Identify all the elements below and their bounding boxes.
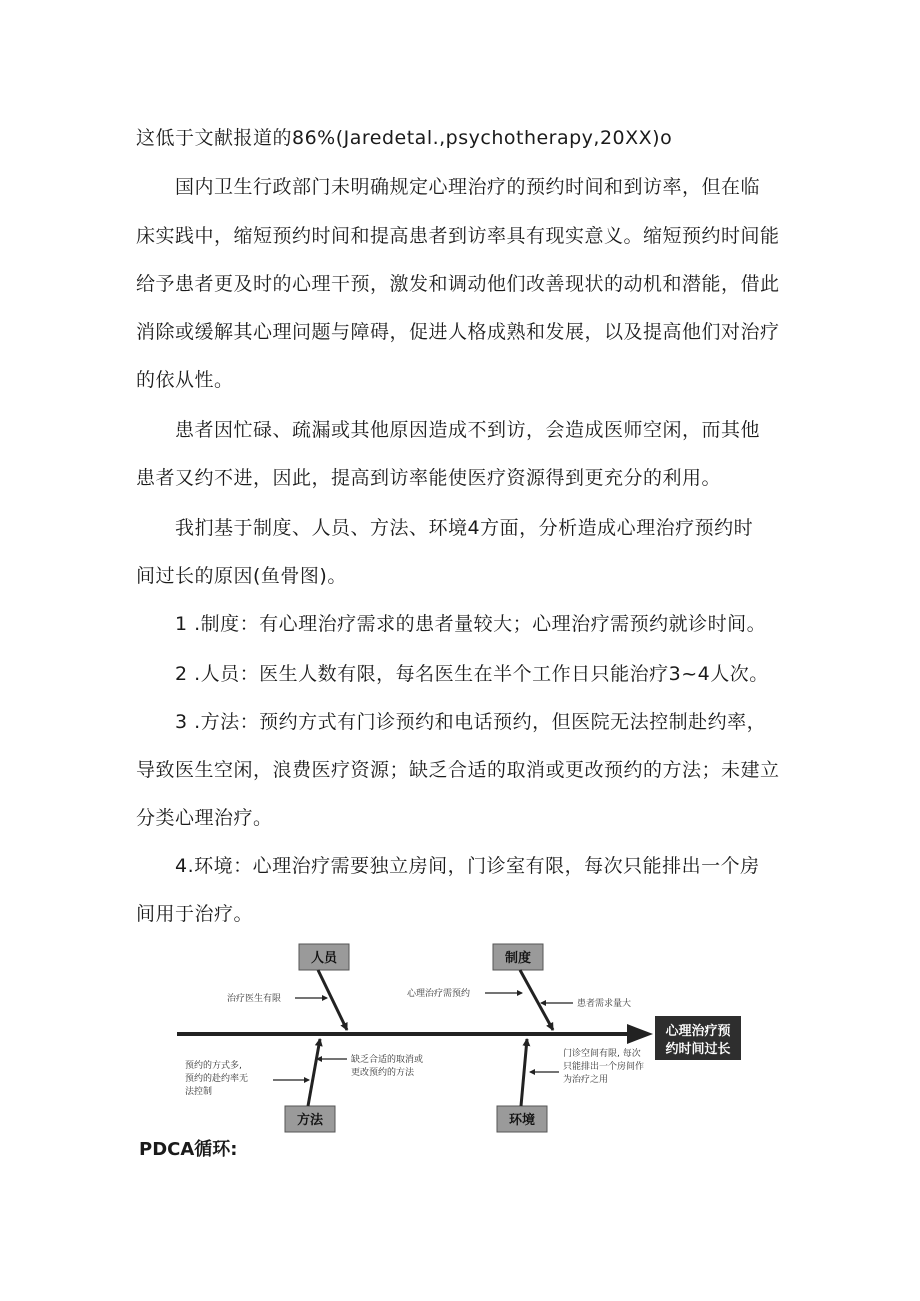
paragraph-line: 间用于治疗。 bbox=[136, 903, 254, 925]
paragraph-line: 床实践中，缩短预约时间和提高患者到访率具有现实意义。缩短预约时间能 bbox=[136, 225, 780, 247]
bone-method bbox=[308, 1039, 320, 1106]
cause-method-2-line1: 缺乏合适的取消或 bbox=[351, 1055, 424, 1065]
cause-system-1: 心理治疗需预约 bbox=[407, 989, 471, 999]
paragraph-line: 给予患者更及时的心理干预，激发和调动他们改善现状的动机和潜能，借此 bbox=[136, 273, 780, 295]
category-label-environment: 环境 bbox=[508, 1113, 536, 1128]
paragraph-line: 患者又约不进，因此，提高到访率能使医疗资源得到更充分的利用。 bbox=[136, 467, 722, 489]
fishbone-head-line2: 约时间过长 bbox=[665, 1042, 731, 1057]
cause-method-1-line3: 法控制 bbox=[185, 1087, 213, 1097]
cause-env-1-line1: 门诊空间有限, 每次 bbox=[563, 1049, 641, 1059]
paragraph-line: 分类心理治疗。 bbox=[136, 807, 273, 829]
paragraph-line: 患者因忙碌、疏漏或其他原因造成不到访，会造成医师空闲，而其他 bbox=[175, 419, 761, 441]
section-heading: PDCA循环: bbox=[139, 1139, 238, 1160]
category-label-system: 制度 bbox=[504, 951, 532, 966]
cause-personnel-1: 治疗医生有限 bbox=[227, 994, 282, 1004]
paragraph-line: 国内卫生行政部门未明确规定心理治疗的预约时间和到访率，但在临 bbox=[175, 176, 761, 198]
cause-env-1-line2: 只能排出一个房间作 bbox=[563, 1062, 645, 1072]
cause-method-1-line2: 预约的赴约率无 bbox=[185, 1074, 249, 1084]
paragraph-line: 3 .方法：预约方式有门诊预约和电话预约，但医院无法控制赴约率， bbox=[175, 711, 767, 733]
spine-arrow-head bbox=[627, 1024, 653, 1044]
category-label-personnel: 人员 bbox=[310, 951, 338, 966]
fishbone-diagram bbox=[175, 938, 765, 1136]
paragraph-line: 的依从性。 bbox=[136, 369, 234, 391]
cause-method-2-line2: 更改预约的方法 bbox=[351, 1068, 415, 1078]
paragraph-line: 2 .人员：医生人数有限，每名医生在半个工作日只能治疗3~4人次。 bbox=[175, 663, 769, 685]
paragraph-line: 这低于文献报道的86%(Jaredetal.,psychotherapy,20XX)o bbox=[136, 127, 673, 149]
bone-system bbox=[520, 970, 553, 1030]
cause-method-1-line1: 预约的方式多, bbox=[185, 1061, 242, 1071]
paragraph-line: 消除或缓解其心理问题与障碍，促进人格成熟和发展，以及提高他们对治疗 bbox=[136, 321, 780, 343]
category-label-method: 方法 bbox=[296, 1113, 324, 1128]
bone-personnel bbox=[318, 970, 347, 1030]
fishbone-head-line1: 心理治疗预 bbox=[665, 1024, 731, 1039]
paragraph-line: 1 .制度：有心理治疗需求的患者量较大；心理治疗需预约就诊时间。 bbox=[175, 613, 767, 635]
cause-env-1-line3: 为治疗之用 bbox=[563, 1075, 609, 1085]
paragraph-line: 我扪基于制度、人员、方法、环境4方面，分析造成心理治疗预约时 bbox=[175, 517, 754, 539]
paragraph-line: 导致医生空闲，浪费医疗资源；缺乏合适的取消或更改预约的方法；未建立 bbox=[136, 759, 780, 781]
paragraph-line: 4.环境：心理治疗需要独立房间，门诊室有限，每次只能排出一个房 bbox=[175, 855, 760, 877]
bone-environment bbox=[521, 1039, 527, 1106]
paragraph-line: 间过长的原因(鱼骨图)。 bbox=[136, 565, 347, 587]
cause-system-2: 患者需求量大 bbox=[577, 999, 632, 1009]
